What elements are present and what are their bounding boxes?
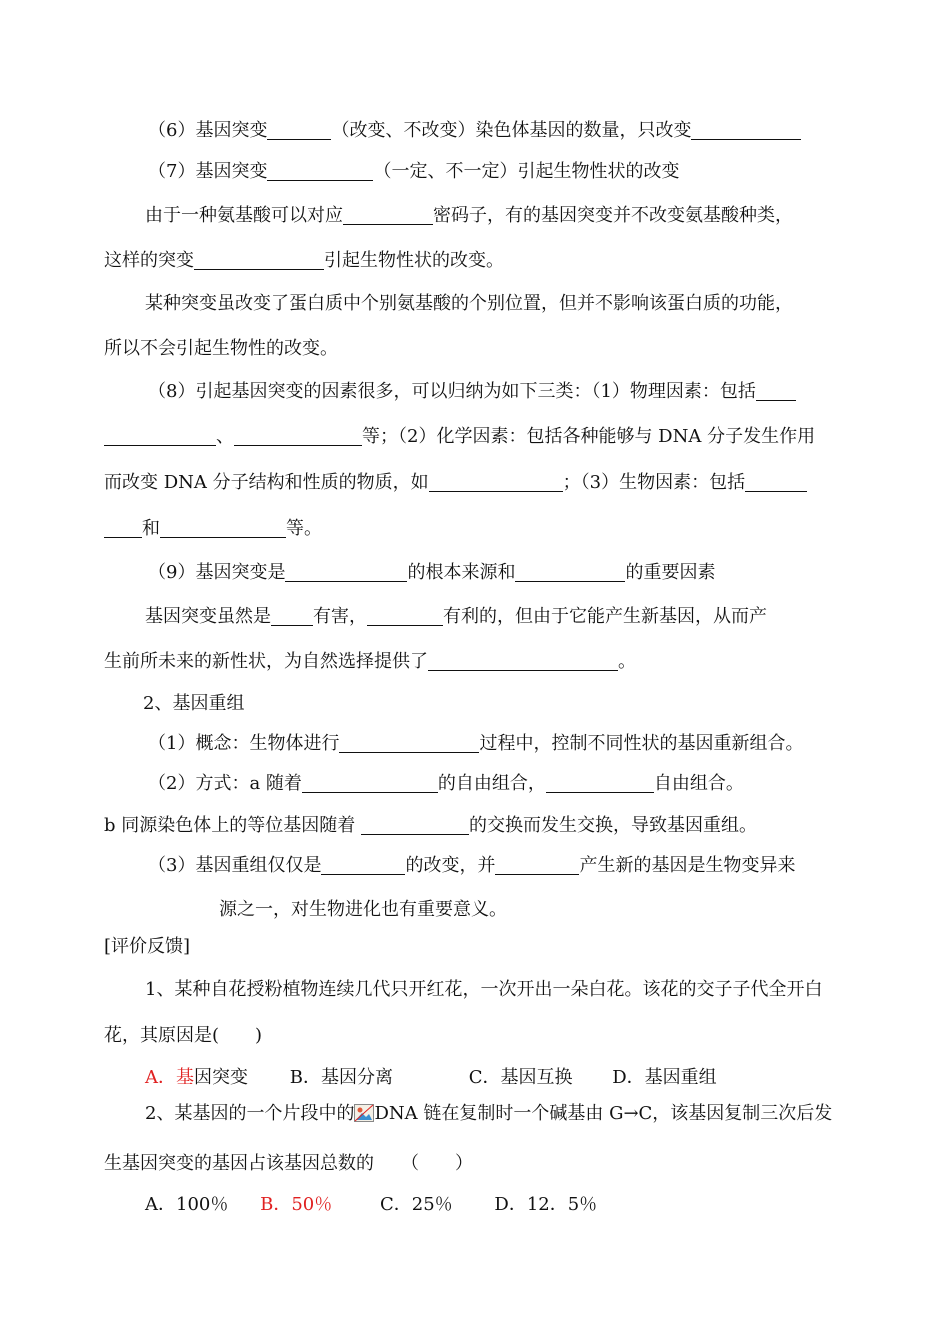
paragraph-line xyxy=(104,516,846,542)
text: 因突变 xyxy=(194,1067,248,1088)
text: ；（3）生物因素：包括 xyxy=(562,472,746,493)
item-7-line xyxy=(148,159,846,185)
item-9-line xyxy=(148,560,846,586)
question-2-options xyxy=(145,1192,846,1218)
text: （2）方式：a 随着 xyxy=(148,773,302,794)
fill-blank[interactable] xyxy=(691,121,801,140)
fill-blank[interactable] xyxy=(194,251,324,270)
paragraph-line xyxy=(145,291,846,317)
paragraph-line xyxy=(219,897,846,923)
text: 的交换而发生交换，导致基因重组。 xyxy=(468,815,757,836)
text: DNA 链在复制时一个碱基由 G→C，该基因复制三次后发 xyxy=(374,1103,833,1124)
item-3-line xyxy=(148,853,846,879)
text: （1）概念：生物体进行 xyxy=(148,733,340,754)
text: 某种突变虽改变了蛋白质中个别氨基酸的个别位置，但并不影响该蛋白质的功能， xyxy=(145,293,793,314)
fill-blank[interactable] xyxy=(361,816,469,835)
text: 、 xyxy=(216,426,234,447)
paragraph-line xyxy=(104,424,846,450)
text: 等；（2）化学因素：包括各种能够与 DNA 分子发生作用 xyxy=(362,426,816,447)
text: 过程中，控制不同性状的基因重新组合。 xyxy=(479,733,804,754)
option-c[interactable]: C．基因互换 xyxy=(468,1067,573,1088)
text: 。 xyxy=(618,651,636,672)
text: 基因突变虽然是 xyxy=(145,606,271,627)
option-a[interactable] xyxy=(145,1065,248,1091)
text: （3）基因重组仅仅是 xyxy=(148,855,322,876)
text: （8）引起基因突变的因素很多，可以归纳为如下三类：（1）物理因素：包括 xyxy=(148,381,756,402)
text: [评价反馈] xyxy=(104,936,191,957)
text: （9）基因突变是 xyxy=(148,562,286,583)
method-line xyxy=(148,771,846,797)
text: （一定、不一定）引起生物性状的改变 xyxy=(373,161,680,182)
text: 源之一，对生物进化也有重要意义。 xyxy=(219,899,507,920)
fill-blank[interactable] xyxy=(367,607,443,626)
fill-blank[interactable] xyxy=(267,121,331,140)
text: 有害， xyxy=(313,606,367,627)
fill-blank[interactable] xyxy=(495,856,579,875)
text: 生基因突变的基因占该基因总数的 （ ） xyxy=(104,1153,473,1174)
text: 产生新的基因是生物变异来 xyxy=(579,855,796,876)
fill-blank[interactable] xyxy=(756,382,796,401)
fill-blank[interactable] xyxy=(271,607,313,626)
text: 所以不会引起生物性的改变。 xyxy=(104,338,338,359)
question-1-options xyxy=(145,1065,846,1091)
fill-blank[interactable] xyxy=(745,473,807,492)
paragraph-line xyxy=(145,203,846,229)
broken-image-icon xyxy=(354,1104,374,1122)
fill-blank[interactable] xyxy=(321,856,405,875)
text: 2、某基因的一个片段中的 xyxy=(145,1103,355,1124)
fill-blank[interactable] xyxy=(104,519,142,538)
item-8-line xyxy=(148,379,846,405)
question-1-cont xyxy=(104,1023,846,1049)
text: 生前所未来的新性状，为自然选择提供了 xyxy=(104,651,428,672)
paragraph-line xyxy=(104,248,846,274)
paragraph-line xyxy=(145,604,846,630)
answer-highlight: A．基 xyxy=(145,1067,194,1088)
paragraph-line xyxy=(104,649,846,675)
text: （改变、不改变）染色体基因的数量，只改变 xyxy=(331,120,692,141)
fill-blank[interactable] xyxy=(285,563,407,582)
option-b[interactable]: B．50％ xyxy=(260,1194,333,1215)
option-d[interactable]: D．12．5％ xyxy=(494,1194,598,1215)
fill-blank[interactable] xyxy=(267,162,373,181)
section-heading xyxy=(143,691,846,717)
text: 等。 xyxy=(286,518,322,539)
text: 的重要因素 xyxy=(625,562,716,583)
paragraph-line xyxy=(104,336,846,362)
fill-blank[interactable] xyxy=(234,427,362,446)
fill-blank[interactable] xyxy=(546,774,654,793)
section-heading xyxy=(104,934,846,960)
text: 和 xyxy=(142,518,160,539)
text: 有利的，但由于它能产生新基因，从而产 xyxy=(443,606,767,627)
text: 而改变 DNA 分子结构和性质的物质，如 xyxy=(104,472,429,493)
item-6-line xyxy=(148,118,846,144)
text: 的自由组合， xyxy=(437,773,546,794)
option-d[interactable]: D．基因重组 xyxy=(612,1067,717,1088)
text: 花，其原因是( ) xyxy=(104,1025,263,1046)
option-b[interactable]: B．基因分离 xyxy=(289,1067,393,1088)
fill-blank[interactable] xyxy=(160,519,286,538)
fill-blank[interactable] xyxy=(339,734,479,753)
question-2 xyxy=(145,1101,846,1127)
fill-blank[interactable] xyxy=(302,774,438,793)
option-c[interactable]: C．25％ xyxy=(379,1194,453,1215)
fill-blank[interactable] xyxy=(515,563,625,582)
question-1 xyxy=(145,977,846,1003)
text: b 同源染色体上的等位基因随着 xyxy=(104,815,361,836)
concept-line xyxy=(148,731,846,757)
fill-blank[interactable] xyxy=(343,206,433,225)
text: 1、某种自花授粉植物连续几代只开红花，一次开出一朵白花。该花的交子子代全开白 xyxy=(145,979,823,1000)
text: 2、基因重组 xyxy=(143,693,245,714)
text: 自由组合。 xyxy=(653,773,744,794)
method-b-line xyxy=(104,813,846,839)
fill-blank[interactable] xyxy=(104,427,216,446)
text: （6）基因突变 xyxy=(148,120,268,141)
text: 由于一种氨基酸可以对应 xyxy=(145,205,343,226)
text: 引起生物性状的改变。 xyxy=(324,250,504,271)
paragraph-line xyxy=(104,470,846,496)
fill-blank[interactable] xyxy=(428,652,618,671)
text: 这样的突变 xyxy=(104,250,194,271)
text: 密码子，有的基因突变并不改变氨基酸种类， xyxy=(433,205,793,226)
question-2-cont xyxy=(104,1151,846,1177)
option-a[interactable]: A．100％ xyxy=(145,1194,229,1215)
text: 的根本来源和 xyxy=(407,562,516,583)
text: 的改变，并 xyxy=(405,855,496,876)
fill-blank[interactable] xyxy=(429,473,563,492)
text: （7）基因突变 xyxy=(148,161,268,182)
